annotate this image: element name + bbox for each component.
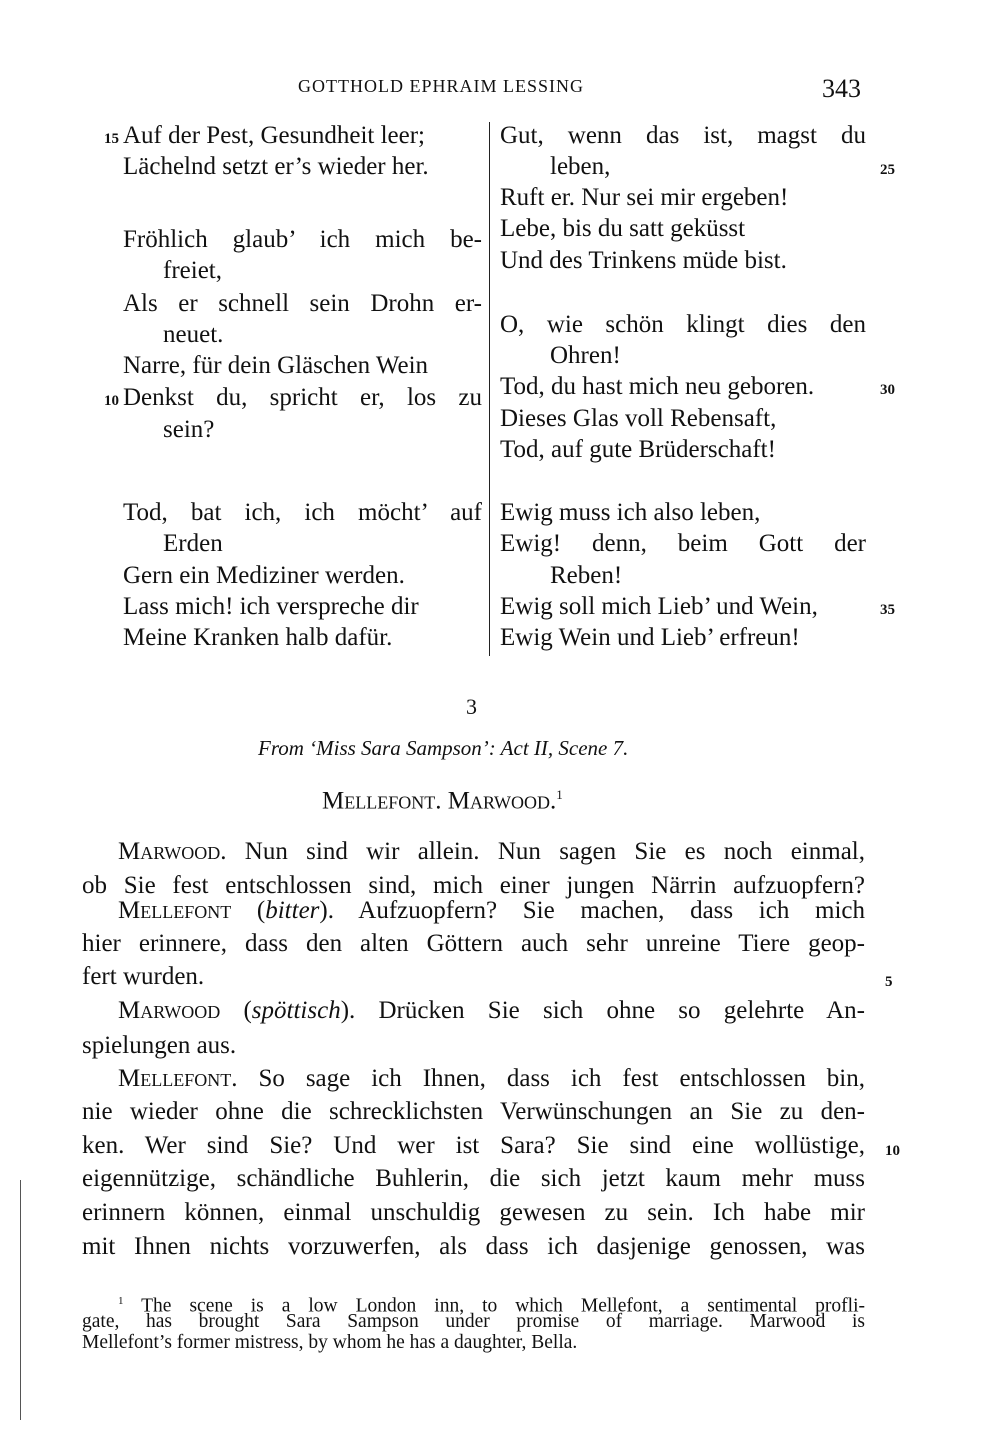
prose-text-segment: . So sage ich Ihnen, dass ich fest entschlossen bin, (231, 1065, 865, 1092)
verse-line: O, wie schön klingt dies den (500, 311, 866, 338)
verse-line: Tod, auf gute Brüderschaft! (500, 436, 776, 463)
verse-line: Erden (163, 530, 223, 557)
prose-line (82, 1097, 865, 1127)
verse-line: Als er schnell sein Drohn er- (123, 290, 482, 317)
verse-line: Dieses Glas voll Rebensaft, (500, 405, 777, 432)
prose-text-segment: spielungen aus. (82, 1032, 237, 1059)
verse-line: Ohren! (550, 342, 621, 369)
prose-text-segment: ob Sie fest entschlossen sind, mich einer jungen Närrin aufzuopfern? (82, 872, 865, 899)
prose-line (118, 896, 865, 926)
footnote-text: The scene is a low London inn, to which Mellefont, a sentimental profli- (141, 1295, 865, 1317)
prose-line (118, 837, 865, 867)
verse-line: Meine Kranken halb dafür. (123, 624, 393, 651)
column-divider (489, 122, 490, 656)
prose-line (82, 1232, 865, 1262)
prose-text-segment: nie wieder ohne die schrecklichsten Verwünschungen an Sie zu den- (82, 1098, 865, 1125)
verse-line: Ewig! denn, beim Gott der (500, 530, 866, 557)
verse-line: neuet. (163, 321, 224, 348)
speaker-name: Mellefont (118, 1065, 232, 1092)
verse-line: Lebe, bis du satt geküsst (500, 215, 746, 242)
verse-line: leben, (550, 153, 611, 180)
verse-line: Tod, bat ich, ich möcht’ auf (123, 499, 482, 526)
speaker-name: Marwood (118, 838, 221, 865)
line-number: 25 (880, 162, 895, 178)
section-source: From ‘Miss Sara Sampson’: Act II, Scene 7. (258, 736, 629, 760)
stage-direction: spöttisch (251, 997, 341, 1024)
footnote-line: gate, has brought Sara Sampson under promise of marriage. Marwood is (82, 1311, 865, 1332)
verse-line: Fröhlich glaub’ ich mich be- (123, 226, 482, 253)
footnote-line: Mellefont’s former mistress, by whom he has a daughter, Bella. (82, 1332, 578, 1353)
prose-text-segment: ken. Wer sind Sie? Und wer ist Sara? Sie sind eine wollüstige, (82, 1132, 865, 1159)
verse-line: Reben! (550, 562, 623, 589)
verse-line: Lächelnd setzt er’s wieder her. (123, 153, 429, 180)
prose-line (82, 929, 865, 959)
verse-line: Und des Trinkens müde bist. (500, 247, 787, 274)
prose-line (82, 1198, 865, 1228)
prose-text-segment: ( (231, 897, 266, 924)
prose-text-segment: mit Ihnen nichts vorzuwerfen, als dass ich dasjenige genossen, was (82, 1233, 865, 1260)
verse-line: sein? (163, 416, 215, 443)
stage-direction: bitter (265, 897, 320, 924)
page-number: 343 (822, 74, 861, 103)
prose-text-segment: hier erinnere, dass den alten Göttern auch sehr unreine Tiere geop- (82, 930, 865, 957)
section-number: 3 (466, 694, 477, 719)
verse-line: Auf der Pest, Gesundheit leer; (123, 122, 426, 149)
prose-line (82, 1164, 865, 1194)
line-number: 5 (885, 974, 893, 990)
line-number: 10 (104, 393, 119, 409)
line-number: 10 (885, 1143, 900, 1159)
verse-line: Ruft er. Nur sei mir ergeben! (500, 184, 789, 211)
prose-text-segment: ( (220, 997, 252, 1024)
prose-line (82, 1031, 236, 1061)
prose-line (82, 1131, 865, 1161)
prose-text-segment: erinnern können, einmal unschuldig gewesen zu sein. Ich habe mir (82, 1199, 865, 1226)
verse-line: Tod, du hast mich neu geboren. (500, 373, 815, 400)
verse-line: Ewig Wein und Lieb’ erfreun! (500, 624, 800, 651)
verse-line: Ewig soll mich Lieb’ und Wein, (500, 593, 818, 620)
verse-line: Gern ein Mediziner werden. (123, 562, 405, 589)
verse-line: freiet, (163, 257, 222, 284)
verse-line: Narre, für dein Gläschen Wein (123, 352, 429, 379)
verse-line: Gut, wenn das ist, magst du (500, 122, 866, 149)
running-title: GOTTHOLD EPHRAIM LESSING (298, 76, 584, 96)
prose-text-segment: . Nun sind wir allein. Nun sagen Sie es noch einmal, (220, 838, 865, 865)
prose-text-segment: ). Drücken Sie sich ohne so gelehrte An- (340, 997, 865, 1024)
character-list (322, 780, 563, 816)
line-number: 15 (104, 131, 119, 147)
verse-line: Lass mich! ich verspreche dir (123, 593, 419, 620)
verse-line: Denkst du, spricht er, los zu (123, 384, 482, 411)
scan-edge-line (20, 1180, 21, 1420)
verse-line: Ewig muss ich also leben, (500, 499, 761, 526)
prose-text-segment: eigennützige, schändliche Buhlerin, die sich jetzt kaum mehr muss (82, 1165, 865, 1192)
footnote-ref: 1 (556, 787, 563, 802)
speaker-name: Marwood (118, 997, 221, 1024)
footnote-mark: 1 (118, 1295, 124, 1307)
prose-line (82, 962, 204, 992)
prose-text-segment: fert wurden. (82, 963, 205, 990)
character-names: Mellefont. Marwood. (322, 787, 557, 815)
prose-text-segment: ). Aufzuopfern? Sie machen, dass ich mich (319, 897, 866, 924)
prose-line (118, 996, 865, 1026)
line-number: 35 (880, 602, 895, 618)
line-number: 30 (880, 382, 895, 398)
prose-line (118, 1064, 865, 1094)
speaker-name: Mellefont (118, 897, 232, 924)
